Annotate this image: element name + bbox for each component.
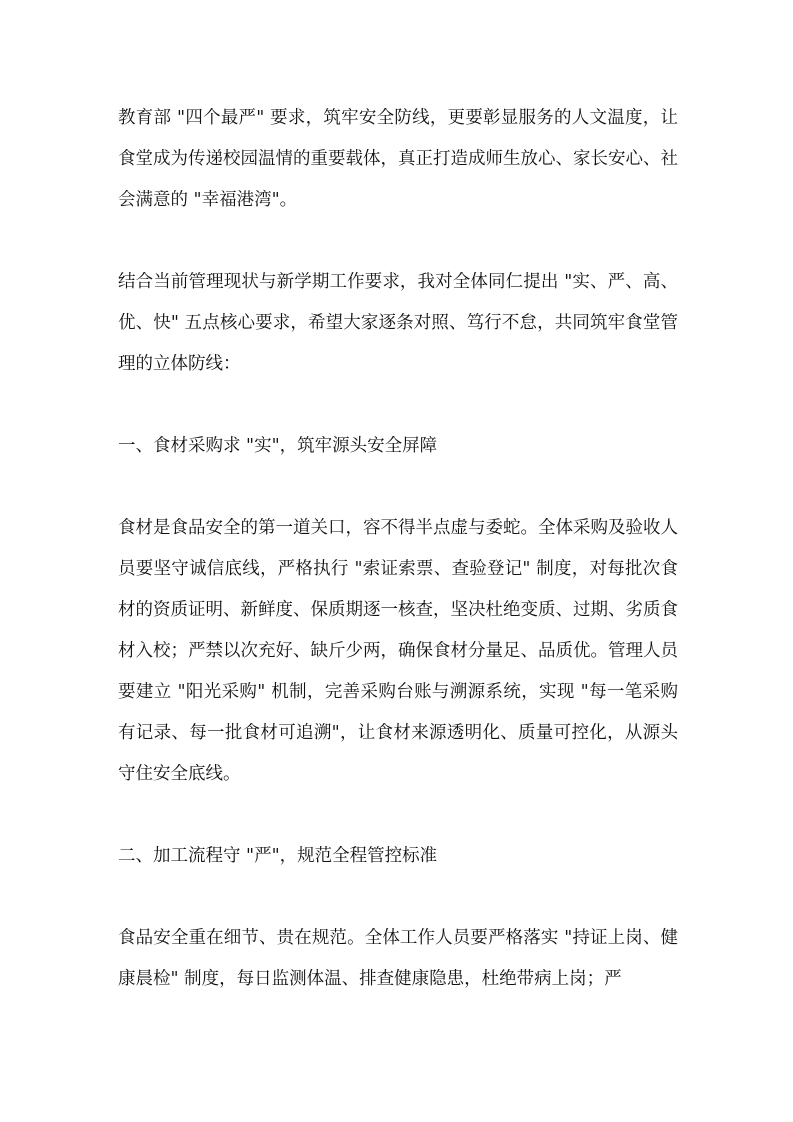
paragraph-spacer xyxy=(118,877,678,918)
paragraph-spacer xyxy=(118,795,678,836)
section-heading-procurement: 一、食材采购求 "实"，筑牢源头安全屏障 xyxy=(118,436,438,456)
section-heading-processing: 二、加工流程守 "严"，规范全程管控标准 xyxy=(118,846,438,866)
paragraph-spacer xyxy=(118,467,678,508)
intro-paragraph-continued: 教育部 "四个最严" 要求，筑牢安全防线，更要彰显服务的人文温度，让食堂成为传递校园温情的重要载体，真正打造成师生放心、家长安心、社会满意的 "幸福港湾"。 xyxy=(118,108,678,210)
paragraph-spacer xyxy=(118,385,678,426)
procurement-paragraph: 食材是食品安全的第一道关口，容不得半点虚与委蛇。全体采购及验收人员要坚守诚信底线，严格执行 "索证索票、查验登记" 制度，对每批次食材的资质证明、新鲜度、保质期逐一核查，坚决杜绝变质、过期、劣质食材入校；严禁以次充好、缺斤少两，确保食材分量足、品质优。管理人员要建立 "阳光采购" 机制，完善采购台账与溯源系统，实现 "每一笔采购有记录、每一批食材可追溯"，让食材来源透明化、质量可控化，从源头守住安全底线。 xyxy=(118,518,678,784)
document-page xyxy=(118,98,678,1000)
paragraph-spacer xyxy=(118,221,678,262)
processing-paragraph: 食品安全重在细节、贵在规范。全体工作人员要严格落实 "持证上岗、健康晨检" 制度，每日监测体温、排查健康隐患，杜绝带病上岗；严 xyxy=(118,928,678,989)
core-requirements-paragraph: 结合当前管理现状与新学期工作要求，我对全体同仁提出 "实、严、高、优、快" 五点核心要求，希望大家逐条对照、笃行不怠，共同筑牢食堂管理的立体防线： xyxy=(118,272,678,374)
